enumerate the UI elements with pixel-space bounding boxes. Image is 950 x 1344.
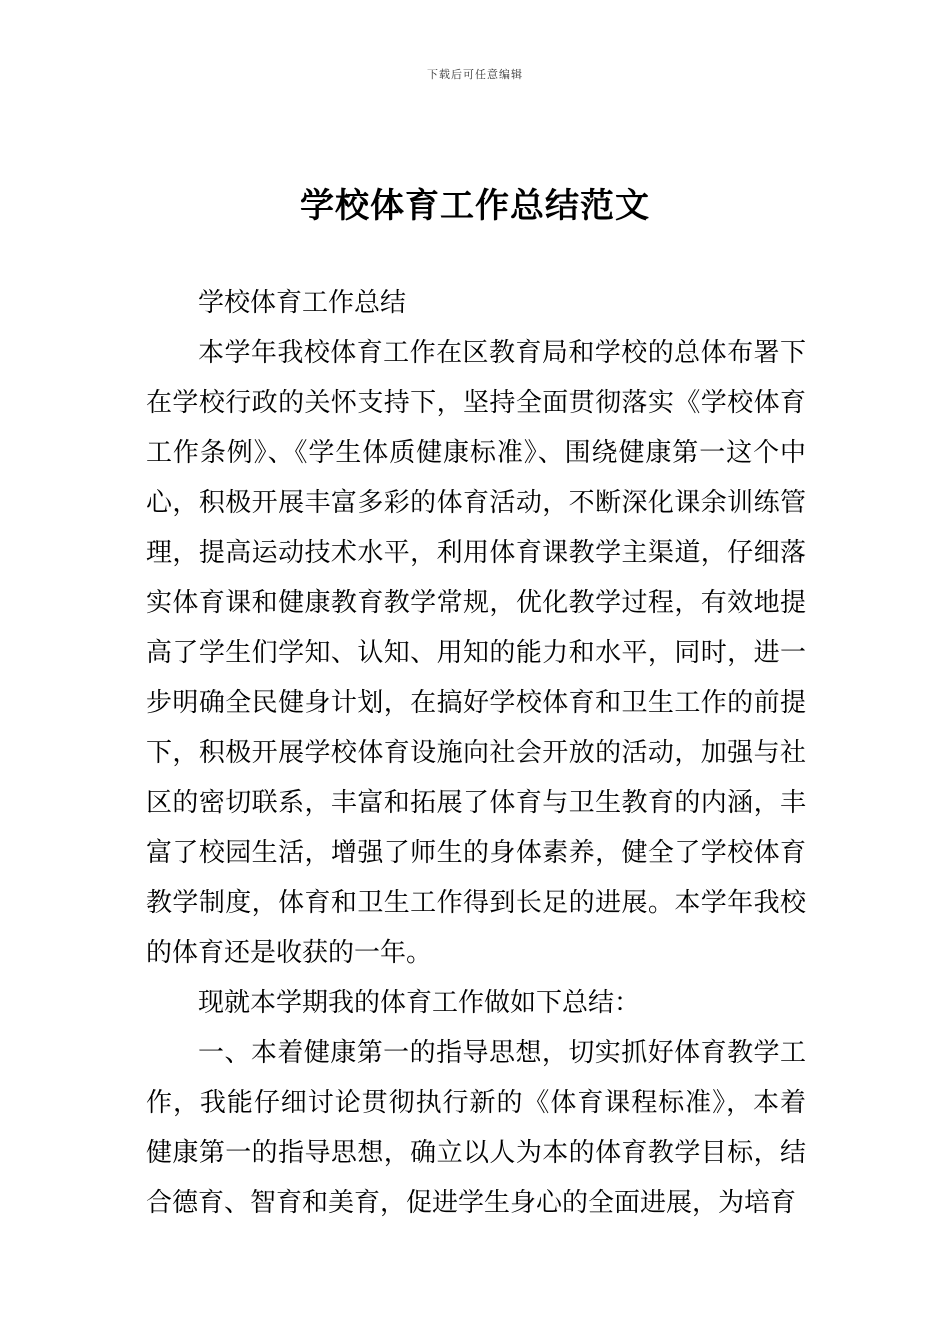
document-body [146,278,806,1228]
paragraph-intro: 本学年我校体育工作在区教育局和学校的总体布署下在学校行政的关怀支持下，坚持全面贯彻落实《学校体育工作条例》、《学生体质健康标准》、围绕健康第一这个中心，积极开展丰富多彩的体育活动，不断深化课余训练管理，提高运动技术水平，利用体育课教学主渠道，仔细落实体育课和健康教育教学常规，优化教学过程，有效地提高了学生们学知、认知、用知的能力和水平，同时，进一步明确全民健身计划，在搞好学校体育和卫生工作的前提下，积极开展学校体育设施向社会开放的活动，加强与社区的密切联系，丰富和拓展了体育与卫生教育的内涵，丰富了校园生活，增强了师生的身体素养，健全了学校体育教学制度，体育和卫生工作得到长足的进展。本学年我校的体育还是收获的一年。 [146,338,806,968]
paragraph-subtitle: 学校体育工作总结 [198,288,407,318]
paragraph-summary-lead: 现就本学期我的体育工作做如下总结： [198,988,641,1018]
paragraph-section-one: 一、本着健康第一的指导思想，切实抓好体育教学工作，我能仔细讨论贯彻执行新的《体育课程标准》，本着健康第一的指导思想，确立以人为本的体育教学目标，结合德育、智育和美育，促进学生身心的全面进展，为培育 [146,1038,806,1218]
document-title: 学校体育工作总结范文 [300,186,650,226]
header-note: 下载后可任意编辑 [427,68,523,81]
